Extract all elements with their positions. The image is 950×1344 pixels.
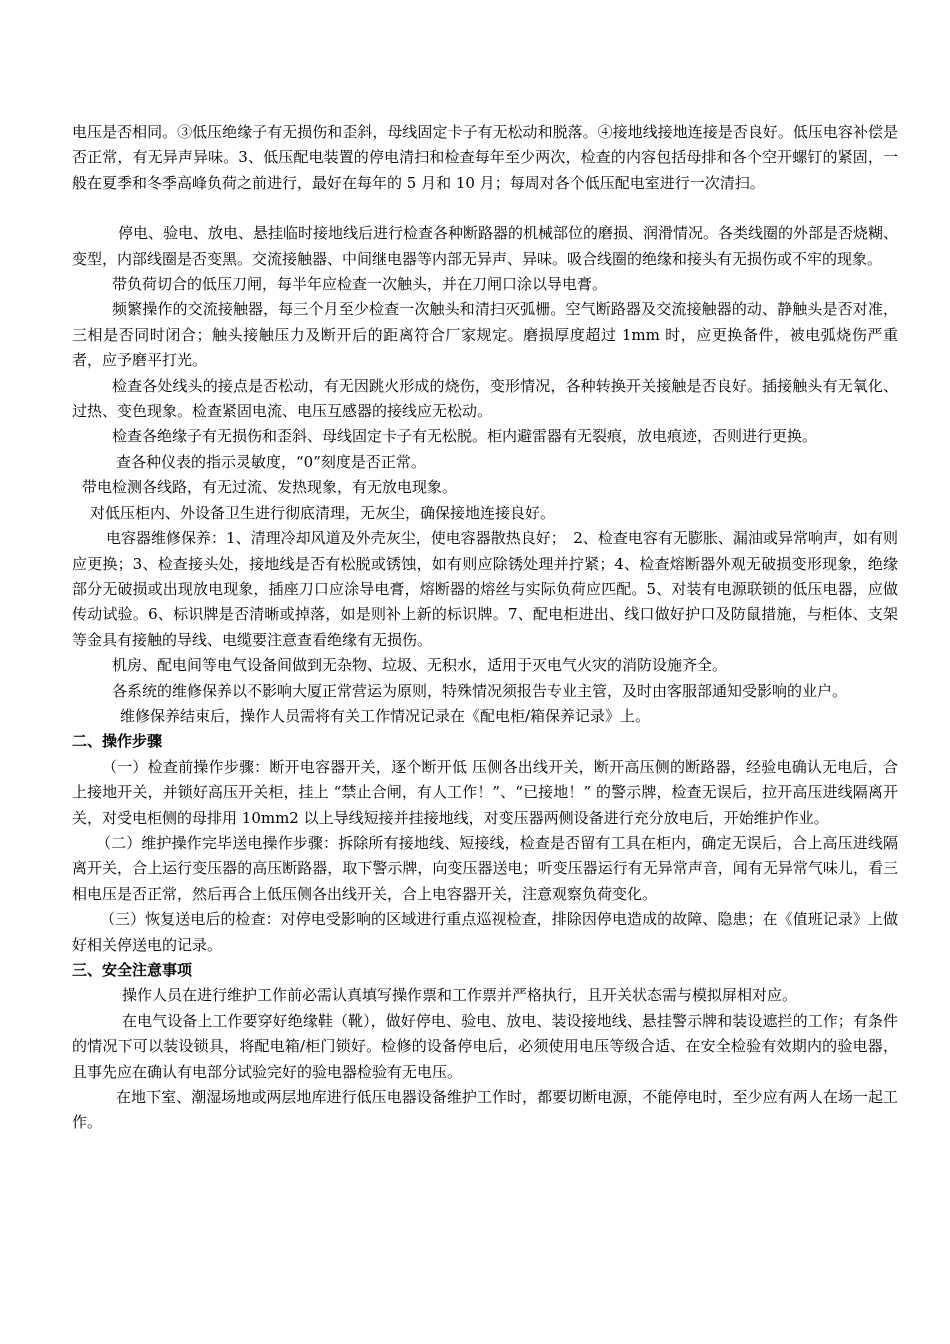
section-heading-operation-steps: 二、操作步骤 [72, 732, 163, 751]
paragraph-wire-joints: 检查各处线头的接点是否松动，有无因跳火形成的烧伤，变形情况，各种转换开关接触是否良好。插接触头有无氧化、过热、变色现象。检查紧固电流、电压互感器的接线应无松动。 [72, 376, 898, 421]
paragraph-maintenance-principle: 各系统的维修保养以不影响大厦正常营运为原则，特殊情况须报告专业主管，及时由客服部通知受影响的业户。 [112, 681, 848, 700]
paragraph-equipment-room: 机房、配电间等电气设备间做到无杂物、垃圾、无积水，适用于灭电气火灾的消防设施齐全。 [112, 656, 728, 675]
paragraph-breaker-inspection: 停电、验电、放电、悬挂临时接地线后进行检查各种断路器的机械部位的磨损、润滑情况。各类线圈的外部是否烧糊、变型，内部线圈是否变黑。交流接触器、中间继电器等内部无异声、异味。吸合线圈的绝缘和接头有无损伤或不牢的现象。 [72, 224, 899, 268]
blank-line [72, 196, 898, 221]
paragraph-pre-check-steps: （一）检查前操作步骤：断开电容器开关，逐个断开低 压侧各出线开关，断开高压侧的断路器，经验电确认无电后，合上接地开关，并锁好高压开关柜，挂上 “禁止合闸，有人工作！”、“已接地！” 的警示牌，检查无误后，拉开高压进线隔离开关，对受电柜侧的母排用 10mm2 以上导线短接并挂接地线，对变压器两侧设备进行充分放电后，开始维护作业。 [72, 757, 898, 827]
paragraph-knife-switch: 带负荷切合的低压刀闸，每半年应检查一次触头，并在刀闸口涂以导电膏。 [112, 275, 608, 294]
paragraph-power-restore-steps: （二）维护操作完毕送电操作步骤：拆除所有接地线、短接线，检查是否留有工具在柜内，确定无误后，合上高压进线隔离开关，合上运行变压器的高压断路器，取下警示牌，向变压器送电；听变压器运行有无异常声音，闻有无异常气味儿，看三相电压是否正常，然后再合上低压侧各出线开关，合上电容器开关，注意观察负荷变化。 [72, 833, 898, 903]
paragraph-insulators: 检查各绝缘子有无损伤和歪斜、母线固定卡子有无松脱。柜内避雷器有无裂痕，放电痕迹，否则进行更换。 [112, 427, 818, 446]
paragraph-low-voltage-check-continued: 电压是否相同。③低压绝缘子有无损伤和歪斜，母线固定卡子有无松动和脱落。④接地线接地连接是否良好。低压电容补偿是否正常，有无异声异味。3、低压配电装置的停电清扫和检查每年至少两次，检查的内容包括母排和各个空开螺钉的紧固，一般在夏季和冬季高峰负荷之前进行，最好在每年的 5 月和 10 月；每周对各个低压配电室进行一次清扫。 [72, 123, 898, 192]
paragraph-meters: 查各种仪表的指示灵敏度，“0”刻度是否正常。 [116, 452, 426, 471]
paragraph-contactor: 频繁操作的交流接触器，每三个月至少检查一次触头和清扫灭弧栅。空气断路器及交流接触器的动、静触头是否对准，三相是否同时闭合；触头接触压力及断开后的距离符合厂家规定。磨损厚度超过 1mm 时，应更换备件，被电弧烧伤严重者，应予磨平打光。 [72, 300, 898, 370]
document-body [72, 120, 898, 1136]
paragraph-insulated-shoes: 在电气设备上工作要穿好绝缘鞋（靴），做好停电、验电、放电、装设接地线、悬挂警示牌和装设遮拦的工作；有条件的情况下可以装设锁具，将配电箱/柜门锁好。检修的设备停电后，必须使用电压等级合适、在安全检验有效期内的验电器，且事先应在确认有电部分试验完好的验电器检验有无电压。 [72, 1011, 898, 1081]
section-heading-safety-notes: 三、安全注意事项 [72, 961, 193, 979]
paragraph-capacitor-maintenance: 电容器维修保养：1、清理冷却风道及外壳灰尘，使电容器散热良好； 2、检查电容有无膨胀、漏油或异常响声，如有则应更换；3、检查接头处，接地线是否有松脱或锈蚀，如有则应除锈处理并拧紧；4、检查熔断器外观无破损变形现象，绝缘部分无破损或出现放电现象，插座刀口应涂导电膏，熔断器的熔丝与实际负荷应匹配。5、对装有电源联锁的低压电器，应做传动试验。6、标识牌是否清晰或掉落，如是则补上新的标识牌。7、配电柜进出、线口做好护口及防鼠措施，与柜体、支架等金具有接触的导线、电缆要注意查看绝缘有无损伤。 [72, 529, 898, 649]
paragraph-basement-work: 在地下室、潮湿场地或两层地库进行低压电器设备维护工作时，都要切断电源，不能停电时，至少应有两人在场一起工作。 [72, 1088, 898, 1132]
paragraph-post-restore-check: （三）恢复送电后的检查：对停电受影响的区域进行重点巡视检查，排除因停电造成的故障、隐患；在《值班记录》上做好相关停送电的记录。 [72, 910, 898, 954]
paragraph-live-detection: 带电检测各线路，有无过流、发热现象，有无放电现象。 [82, 478, 458, 497]
paragraph-work-tickets: 操作人员在进行维护工作前必需认真填写操作票和工作票并严格执行，且开关状态需与模拟屏相对应。 [122, 986, 798, 1005]
paragraph-maintenance-record: 维修保养结束后，操作人员需将有关工作情况记录在《配电柜/箱保养记录》上。 [120, 706, 651, 725]
paragraph-cabinet-cleaning: 对低压柜内、外设备卫生进行彻底清理，无灰尘，确保接地连接良好。 [90, 503, 556, 522]
